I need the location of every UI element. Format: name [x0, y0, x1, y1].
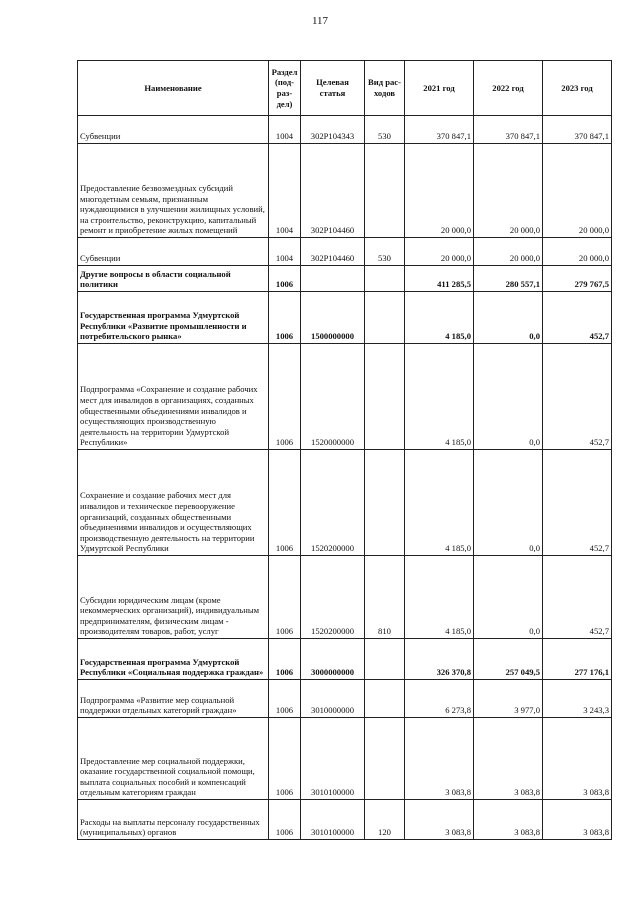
cell-target: 1520200000 — [301, 556, 365, 639]
cell-2021: 4 185,0 — [405, 556, 474, 639]
header-2021: 2021 год — [405, 61, 474, 116]
cell-2022: 20 000,0 — [474, 238, 543, 266]
cell-2023: 3 243,3 — [543, 680, 612, 718]
cell-2022: 3 977,0 — [474, 680, 543, 718]
table-row — [78, 238, 612, 266]
table-row — [78, 144, 612, 238]
cell-type: 530 — [365, 238, 405, 266]
cell-target: 3010100000 — [301, 718, 365, 800]
cell-2022: 0,0 — [474, 450, 543, 556]
cell-type — [365, 450, 405, 556]
header-row — [78, 61, 612, 116]
cell-name: Расходы на выплаты персоналу государственных (муниципальных) органов — [78, 800, 269, 840]
cell-2021: 370 847,1 — [405, 116, 474, 144]
cell-type — [365, 266, 405, 292]
cell-2023: 20 000,0 — [543, 144, 612, 238]
table-row — [78, 639, 612, 680]
cell-2021: 3 083,8 — [405, 718, 474, 800]
cell-name: Субсидии юридическим лицам (кроме некоммерческих организаций), индивидуальным предпринимателям, физическим лицам - производителям товаров, работ, услуг — [78, 556, 269, 639]
cell-name: Сохранение и создание рабочих мест для инвалидов и техническое перевооружение организаций, созданных общественными объединениями инвалидов и осуществляющих производственную деятельность на территории Удмуртской Республики — [78, 450, 269, 556]
budget-table — [77, 60, 612, 840]
cell-target: 3000000000 — [301, 639, 365, 680]
cell-type: 120 — [365, 800, 405, 840]
cell-target: 302P104343 — [301, 116, 365, 144]
header-type: Вид рас-ходов — [365, 61, 405, 116]
cell-section: 1006 — [269, 680, 301, 718]
cell-2021: 6 273,8 — [405, 680, 474, 718]
cell-section: 1006 — [269, 344, 301, 450]
cell-name: Подпрограмма «Развитие мер социальной поддержки отдельных категорий граждан» — [78, 680, 269, 718]
cell-2023: 3 083,8 — [543, 800, 612, 840]
cell-2022: 280 557,1 — [474, 266, 543, 292]
cell-2022: 370 847,1 — [474, 116, 543, 144]
page-number: 117 — [311, 15, 329, 27]
cell-name: Субвенции — [78, 116, 269, 144]
cell-type — [365, 718, 405, 800]
cell-target — [301, 266, 365, 292]
cell-2022: 20 000,0 — [474, 144, 543, 238]
table-row — [78, 266, 612, 292]
table-row — [78, 292, 612, 344]
cell-2021: 4 185,0 — [405, 344, 474, 450]
cell-2023: 3 083,8 — [543, 718, 612, 800]
cell-2022: 3 083,8 — [474, 718, 543, 800]
cell-2021: 20 000,0 — [405, 238, 474, 266]
cell-type — [365, 344, 405, 450]
header-target: Целевая статья — [301, 61, 365, 116]
cell-type — [365, 639, 405, 680]
cell-section: 1004 — [269, 238, 301, 266]
cell-target: 1500000000 — [301, 292, 365, 344]
header-2023: 2023 год — [543, 61, 612, 116]
cell-section: 1006 — [269, 800, 301, 840]
cell-2021: 20 000,0 — [405, 144, 474, 238]
cell-section: 1006 — [269, 718, 301, 800]
cell-type: 810 — [365, 556, 405, 639]
cell-section: 1004 — [269, 144, 301, 238]
cell-type — [365, 144, 405, 238]
cell-target: 302P104460 — [301, 238, 365, 266]
cell-target: 3010100000 — [301, 800, 365, 840]
cell-2021: 326 370,8 — [405, 639, 474, 680]
cell-name: Государственная программа Удмуртской Республики «Развитие промышленности и потребительского рынка» — [78, 292, 269, 344]
cell-target: 302P104460 — [301, 144, 365, 238]
cell-name: Подпрограмма «Сохранение и создание рабочих мест для инвалидов в организациях, созданных общественными объединениями инвалидов и осуществляющих производственную деятельность на территории Удмуртской Республики» — [78, 344, 269, 450]
table-row — [78, 344, 612, 450]
cell-2023: 20 000,0 — [543, 238, 612, 266]
cell-name: Предоставление безвозмездных субсидий многодетным семьям, признанным нуждающимися в улучшении жилищных условий, на строительство, реконструкцию, капитальный ремонт и приобретение жилых помещений — [78, 144, 269, 238]
cell-name: Другие вопросы в области социальной политики — [78, 266, 269, 292]
table-row — [78, 680, 612, 718]
cell-2023: 452,7 — [543, 450, 612, 556]
cell-2023: 277 176,1 — [543, 639, 612, 680]
cell-2022: 3 083,8 — [474, 800, 543, 840]
cell-2021: 4 185,0 — [405, 292, 474, 344]
cell-name: Государственная программа Удмуртской Республики «Социальная поддержка граждан» — [78, 639, 269, 680]
cell-2022: 257 049,5 — [474, 639, 543, 680]
cell-2021: 3 083,8 — [405, 800, 474, 840]
header-name: Наименование — [78, 61, 269, 116]
cell-section: 1006 — [269, 450, 301, 556]
cell-target: 1520000000 — [301, 344, 365, 450]
cell-target: 3010000000 — [301, 680, 365, 718]
cell-2023: 452,7 — [543, 292, 612, 344]
cell-name: Субвенции — [78, 238, 269, 266]
cell-2023: 370 847,1 — [543, 116, 612, 144]
cell-type: 530 — [365, 116, 405, 144]
cell-section: 1006 — [269, 292, 301, 344]
table-row — [78, 556, 612, 639]
cell-2022: 0,0 — [474, 556, 543, 639]
cell-2023: 279 767,5 — [543, 266, 612, 292]
cell-2021: 411 285,5 — [405, 266, 474, 292]
table-row — [78, 800, 612, 840]
table-body — [78, 116, 612, 840]
cell-section: 1004 — [269, 116, 301, 144]
cell-name: Предоставление мер социальной поддержки, оказание государственной социальной помощи, выплата социальных пособий и компенсаций отдельным категориям граждан — [78, 718, 269, 800]
cell-2022: 0,0 — [474, 292, 543, 344]
cell-2023: 452,7 — [543, 344, 612, 450]
header-section: Раздел (под-раз-дел) — [269, 61, 301, 116]
cell-section: 1006 — [269, 266, 301, 292]
header-2022: 2022 год — [474, 61, 543, 116]
cell-type — [365, 680, 405, 718]
cell-2022: 0,0 — [474, 344, 543, 450]
table-row — [78, 450, 612, 556]
cell-section: 1006 — [269, 556, 301, 639]
table-row — [78, 718, 612, 800]
cell-section: 1006 — [269, 639, 301, 680]
cell-type — [365, 292, 405, 344]
cell-target: 1520200000 — [301, 450, 365, 556]
cell-2023: 452,7 — [543, 556, 612, 639]
cell-2021: 4 185,0 — [405, 450, 474, 556]
table-row — [78, 116, 612, 144]
